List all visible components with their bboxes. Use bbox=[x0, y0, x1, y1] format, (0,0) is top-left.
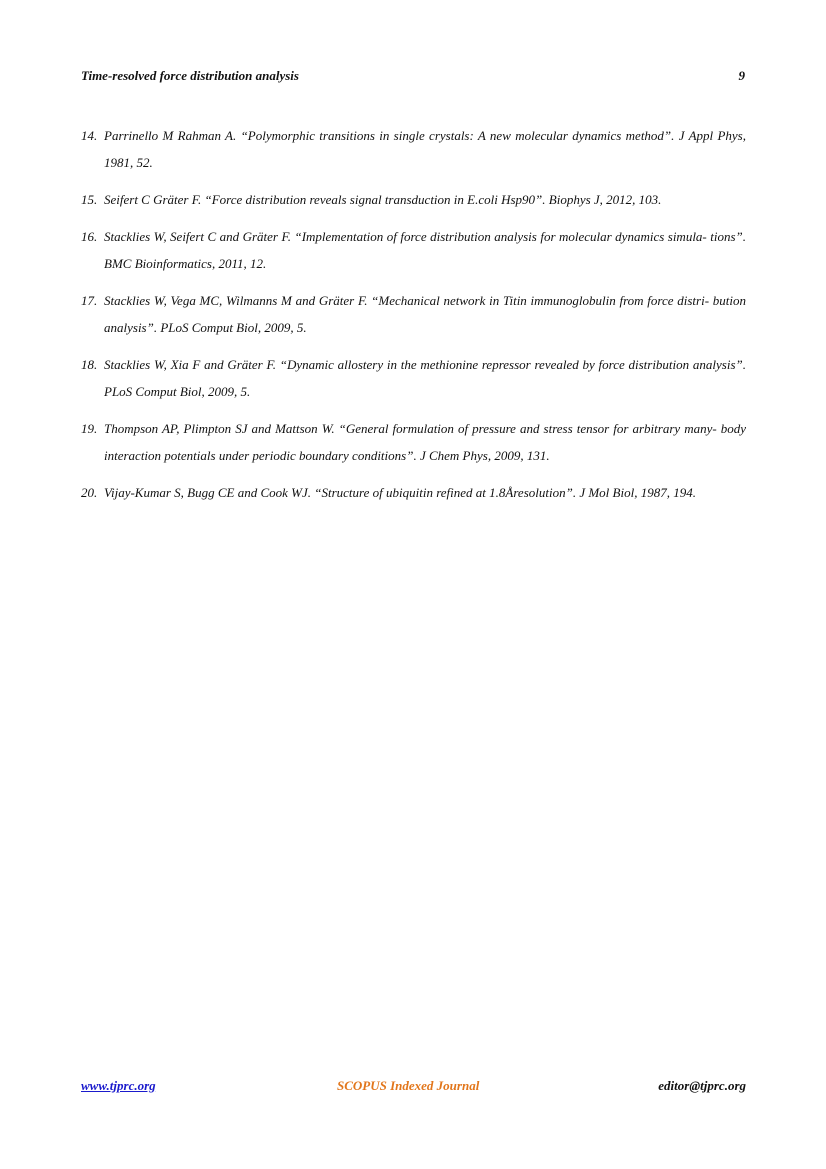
reference-text: Thompson AP, Plimpton SJ and Mattson W. “General formulation of pressure and stress tensor for arbitrary many- body interaction potentials under periodic boundary conditions”. J Chem Phys, 2009, 131. bbox=[104, 421, 746, 463]
editor-email: editor@tjprc.org bbox=[658, 1078, 746, 1093]
reference-item bbox=[81, 287, 746, 341]
reference-number: 19. bbox=[81, 421, 98, 436]
reference-item bbox=[81, 223, 746, 277]
reference-item bbox=[81, 351, 746, 405]
reference-number: 20. bbox=[81, 485, 98, 500]
website-link[interactable]: www.tjprc.org bbox=[81, 1078, 156, 1093]
reference-text: Stacklies W, Vega MC, Wilmanns M and Gräter F. “Mechanical network in Titin immunoglobulin from force distri- bution analysis”. PLoS Comput Biol, 2009, 5. bbox=[104, 293, 746, 335]
reference-item bbox=[81, 122, 746, 176]
reference-item bbox=[81, 186, 746, 213]
reference-text: Vijay-Kumar S, Bugg CE and Cook WJ. “Structure of ubiquitin refined at 1.8Åresolution”. J Mol Biol, 1987, 194. bbox=[104, 485, 696, 500]
reference-number: 17. bbox=[81, 293, 98, 308]
reference-number: 16. bbox=[81, 229, 98, 244]
page-number: 9 bbox=[738, 68, 745, 83]
running-title: Time-resolved force distribution analysis bbox=[81, 68, 299, 83]
reference-number: 14. bbox=[81, 128, 98, 143]
reference-number: 15. bbox=[81, 192, 98, 207]
reference-list bbox=[81, 122, 746, 516]
reference-text: Stacklies W, Seifert C and Gräter F. “Implementation of force distribution analysis for molecular dynamics simula- tions”. BMC Bioinformatics, 2011, 12. bbox=[104, 229, 746, 271]
indexed-journal-label: SCOPUS Indexed Journal bbox=[337, 1078, 480, 1093]
reference-text: Stacklies W, Xia F and Gräter F. “Dynamic allostery in the methionine repressor revealed by force distribution analysis”. PLoS Comput Biol, 2009, 5. bbox=[104, 357, 746, 399]
reference-text: Seifert C Gräter F. “Force distribution reveals signal transduction in E.coli Hsp90”. Biophys J, 2012, 103. bbox=[104, 192, 662, 207]
reference-item bbox=[81, 415, 746, 469]
reference-number: 18. bbox=[81, 357, 98, 372]
reference-text: Parrinello M Rahman A. “Polymorphic transitions in single crystals: A new molecular dynamics method”. J Appl Phys, 1981, 52. bbox=[104, 128, 746, 170]
reference-item bbox=[81, 479, 746, 506]
